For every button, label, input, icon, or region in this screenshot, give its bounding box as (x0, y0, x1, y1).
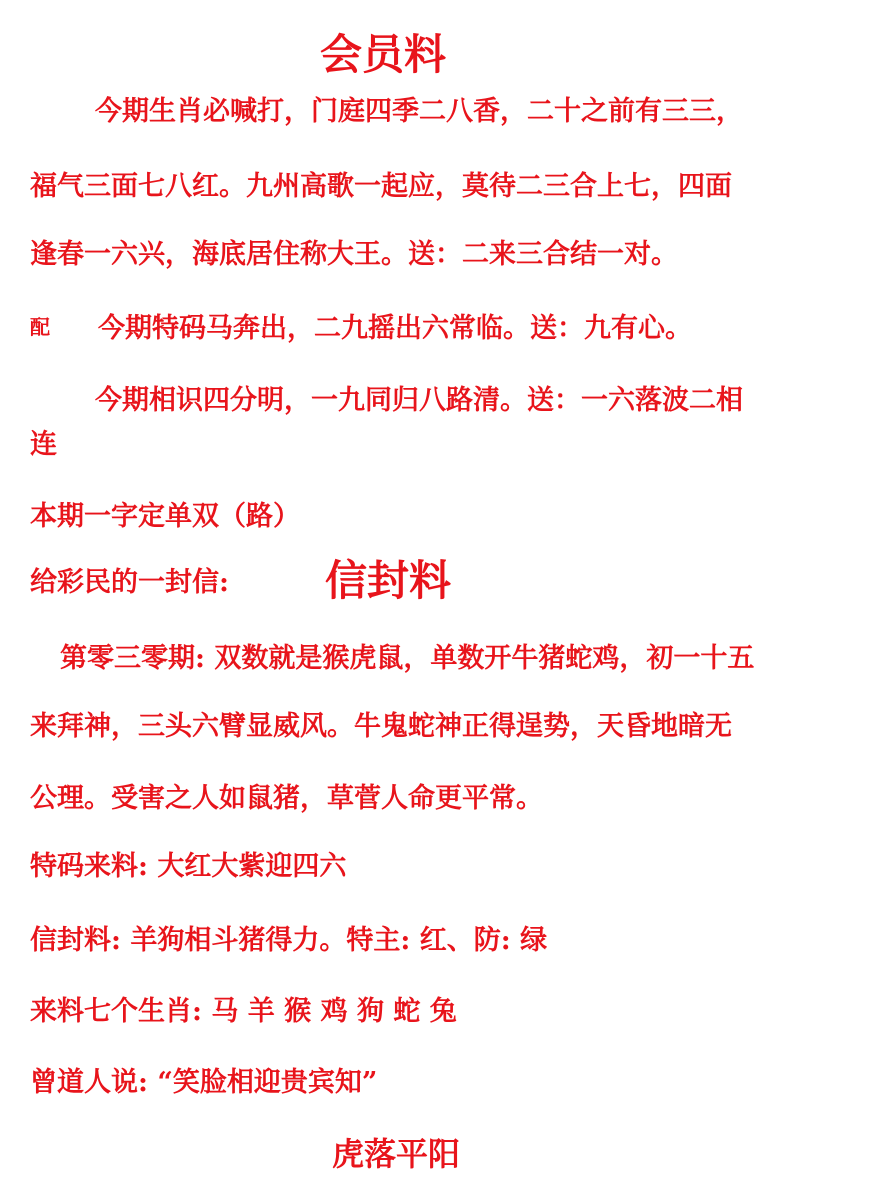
letter-title: 信封料 (325, 556, 452, 605)
period-label: 第零三零期: (60, 643, 205, 674)
member-line-3: 逢春一六兴，海底居住称大王。送：二来三合结一对。 (30, 239, 678, 270)
footer-line: 虎落平阳 (332, 1135, 461, 1173)
single-double-line: 本期一字定单双（路） (30, 501, 300, 532)
seven-zodiac-line: 来料七个生肖: 马 羊 猴 鸡 狗 蛇 兔 (30, 996, 457, 1027)
member-line-2: 福气三面七八红。九州高歌一起应，莫待二三合上七，四面 (30, 171, 732, 202)
member-line-6: 连 (30, 429, 57, 460)
page-title: 会员料 (320, 30, 447, 79)
letter-line-3: 公理。受害之人如鼠猪，草菅人命更平常。 (30, 783, 543, 814)
letter-intro: 给彩民的一封信: (30, 567, 229, 598)
letter-line-1 (60, 642, 754, 676)
member-line-1: 今期生肖必喊打，门庭四季二八香，二十之前有三三， (95, 96, 743, 127)
member-mark: 配 (30, 315, 50, 339)
member-line-5: 今期相识四分明，一九同归八路清。送：一六落波二相 (95, 385, 743, 416)
member-line-4: 今期特码马奔出，二九摇出六常临。送：九有心。 (98, 313, 692, 344)
letter-line-2: 来拜神，三头六臂显威风。牛鬼蛇神正得逞势，天昏地暗无 (30, 711, 732, 742)
envelope-line: 信封料: 羊狗相斗猪得力。特主: 红、防: 绿 (30, 925, 548, 956)
saying-line: 曾道人说: “笑脸相迎贵宾知” (30, 1067, 378, 1098)
period-text-1: 双数就是猴虎鼠，单数开牛猪蛇鸡，初一十五 (204, 643, 755, 674)
special-line: 特码来料: 大红大紫迎四六 (30, 851, 347, 882)
